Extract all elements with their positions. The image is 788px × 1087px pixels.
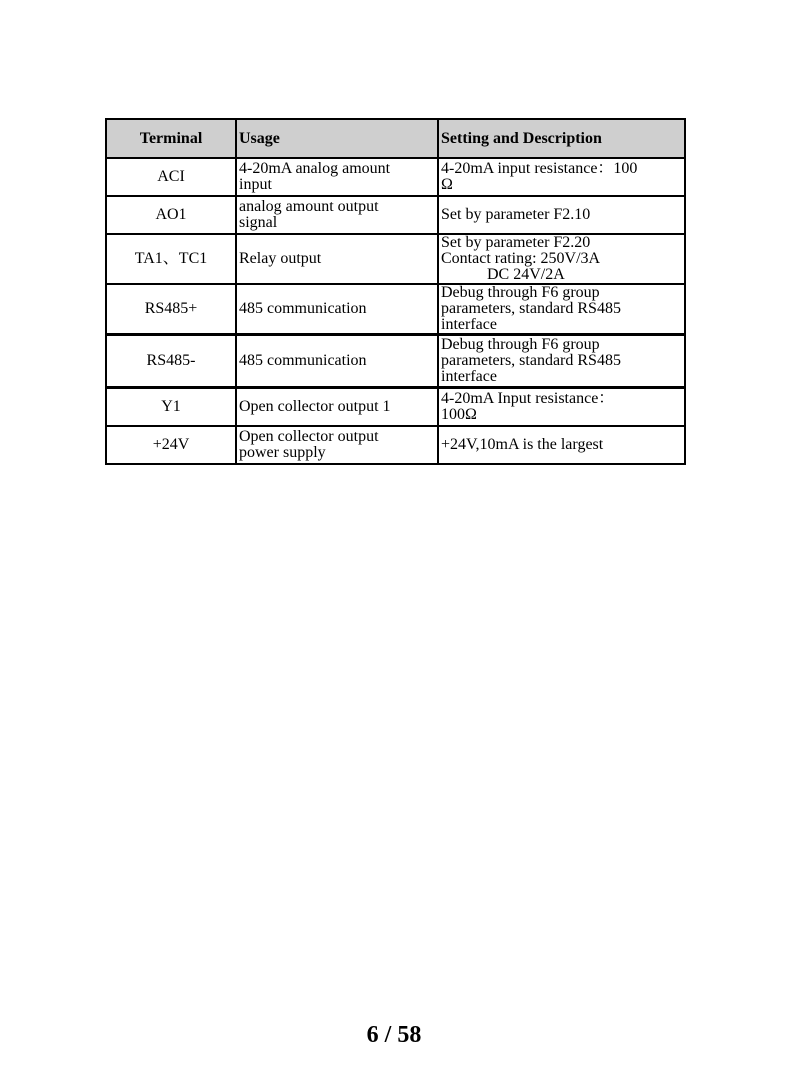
usage-cell [236, 426, 438, 464]
table-row [106, 388, 685, 427]
header-usage: Usage [236, 119, 438, 158]
usage-line: signal [239, 214, 278, 231]
usage-line: analog amount output [239, 198, 379, 215]
usage-line: 485 communication [239, 300, 367, 317]
table-row [106, 284, 685, 335]
description-line: Debug through F6 group [441, 284, 600, 301]
table-row [106, 158, 685, 196]
header-terminal: Terminal [106, 119, 236, 158]
usage-line: input [239, 176, 272, 193]
terminal-cell: ACI [106, 158, 236, 196]
description-line: interface [441, 368, 497, 385]
description-line: Contact rating: 250V/3A [441, 250, 601, 267]
terminal-cell: RS485+ [106, 284, 236, 335]
description-line: Ω [441, 176, 453, 193]
description-cell [438, 388, 685, 427]
usage-line: Open collector output [239, 428, 379, 445]
usage-line: Relay output [239, 250, 322, 267]
page-number: 6 / 58 [366, 1022, 422, 1048]
usage-cell [236, 196, 438, 234]
table-row [106, 234, 685, 284]
description-cell [438, 234, 685, 284]
description-line: 100Ω [441, 406, 477, 423]
usage-cell [236, 335, 438, 388]
terminal-table [105, 118, 686, 465]
description-cell [438, 284, 685, 335]
description-line: parameters, standard RS485 [441, 352, 621, 369]
description-cell [438, 335, 685, 388]
description-line: DC 24V/2A [487, 266, 565, 283]
description-line: +24V,10mA is the largest [441, 436, 604, 453]
table-row [106, 426, 685, 464]
usage-line: Open collector output 1 [239, 398, 391, 415]
description-line: interface [441, 316, 497, 333]
description-cell [438, 196, 685, 234]
usage-line: power supply [239, 444, 326, 461]
description-line: 4-20mA input resistance：100 [441, 160, 638, 177]
usage-cell [236, 284, 438, 335]
header-description: Setting and Description [438, 119, 685, 158]
table-row [106, 196, 685, 234]
terminal-cell: AO1 [106, 196, 236, 234]
terminal-cell: Y1 [106, 388, 236, 427]
description-line: Set by parameter F2.10 [441, 206, 591, 223]
description-line: 4-20mA Input resistance： [441, 390, 615, 407]
description-line: Set by parameter F2.20 [441, 234, 591, 251]
description-line: Debug through F6 group [441, 336, 600, 353]
description-cell [438, 158, 685, 196]
usage-line: 485 communication [239, 352, 367, 369]
description-cell [438, 426, 685, 464]
description-line: parameters, standard RS485 [441, 300, 621, 317]
usage-line: 4-20mA analog amount [239, 160, 391, 177]
usage-cell [236, 158, 438, 196]
table-row [106, 335, 685, 388]
usage-cell [236, 234, 438, 284]
table-header-row [106, 119, 685, 158]
terminal-cell: RS485- [106, 335, 236, 388]
terminal-cell: +24V [106, 426, 236, 464]
usage-cell [236, 388, 438, 427]
terminal-cell: TA1、TC1 [106, 234, 236, 284]
